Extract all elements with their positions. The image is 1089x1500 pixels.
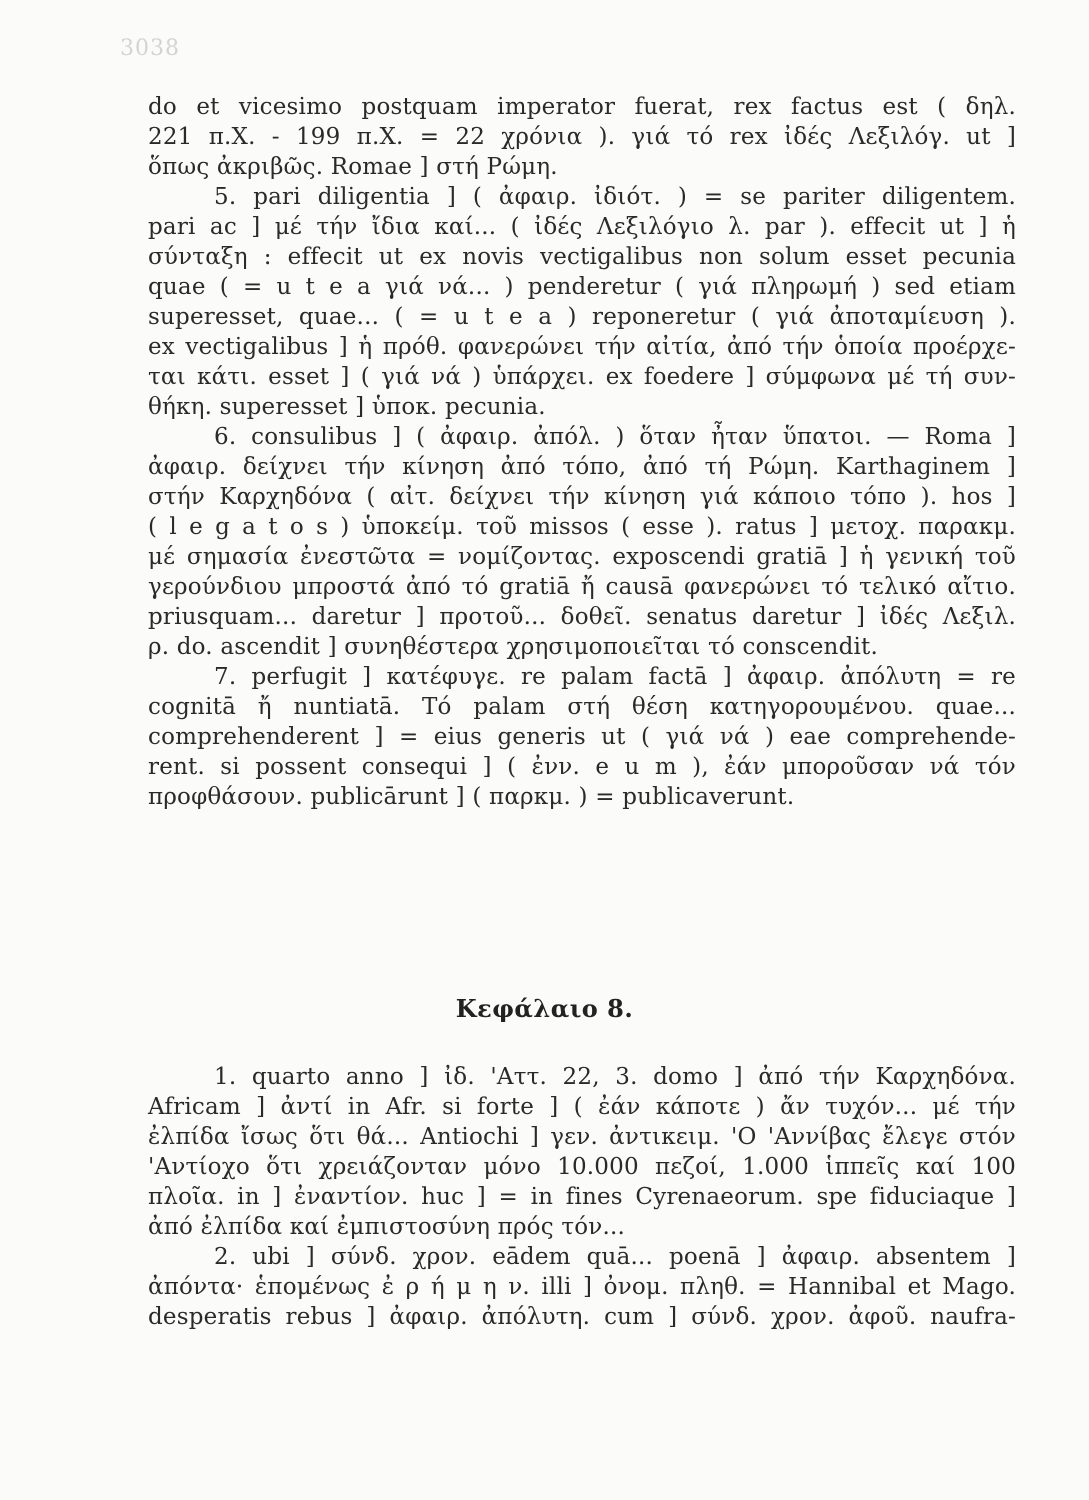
text-line: 221 π.Χ. - 199 π.Χ. = 22 χρόνια ). γιά τό rex ἰδές Λεξιλόγ. ut ] [148, 124, 1016, 150]
text-line: quae ( = u t e a γιά νά... ) penderetur ( γιά πληρωμή ) sed etiam [148, 274, 1016, 300]
text-line: desperatis rebus ] ἀφαιρ. ἀπόλυτη. cum ] σύνδ. χρον. ἀφοῦ. naufra- [148, 1304, 1016, 1330]
text-line: comprehenderent ] = eius generis ut ( γιά νά ) eae comprehende- [148, 724, 1016, 750]
text-line: προφθάσουν. publicārunt ] ( παρκμ. ) = publicaverunt. [148, 784, 795, 810]
text-line: 7. perfugit ] κατέφυγε. re palam factā ] ἀφαιρ. ἀπόλυτη = re [214, 664, 1016, 690]
text-line: στήν Καρχηδόνα ( αἰτ. δείχνει τήν κίνηση γιά κάποιο τόπο ). hos ] [148, 484, 1016, 510]
commentary-section-7 [148, 92, 1016, 812]
text-line: 2. ubi ] σύνδ. χρον. eādem quā... poenā ] ἀφαιρ. absentem ] [214, 1244, 1016, 1270]
text-line: θήκη. superesset ] ὑποκ. pecunia. [148, 394, 546, 420]
text-line: ἀπό ἐλπίδα καί ἐμπιστοσύνη πρός τόν... [148, 1214, 625, 1240]
text-line: 6. consulibus ] ( ἀφαιρ. ἀπόλ. ) ὅταν ἦταν ὕπατοι. — Roma ] [214, 424, 1016, 450]
text-line: ex vectigalibus ] ἡ πρόθ. φανερώνει τήν αἰτία, ἀπό τήν ὁποία προέρχε- [148, 334, 1016, 360]
text-line: ( l e g a t o s ) ὑποκείμ. τοῦ missos ( esse ). ratus ] μετοχ. παρακμ. [148, 514, 1016, 540]
text-line: Africam ] ἀντί in Afr. si forte ] ( ἐάν κάποτε ) ἄν τυχόν... μέ τήν [148, 1094, 1016, 1120]
text-line: 1. quarto anno ] ἰδ. 'Αττ. 22, 3. domo ] ἀπό τήν Καρχηδόνα. [214, 1064, 1016, 1090]
chapter-heading: Κεφάλαιο 8. [455, 994, 634, 1023]
text-line: ἀπόντα· ἑπομένως ἐ ρ ή μ η ν. illi ] ὀνομ. πληθ. = Hannibal et Mago. [148, 1274, 1016, 1300]
text-line: πλοῖα. in ] ἐναντίον. huc ] = in fines Cyrenaeorum. spe fiduciaque ] [148, 1184, 1016, 1210]
text-line: ὅπως ἀκριβῶς. Romae ] στή Ρώμη. [148, 154, 558, 180]
text-line: pari ac ] μέ τήν ἴδια καί... ( ἰδές Λεξιλόγιο λ. par ). effecit ut ] ἡ [148, 214, 1016, 240]
text-line: ἐλπίδα ἴσως ὅτι θά... Antiochi ] γεν. ἀντικειμ. 'Ο 'Αννίβας ἔλεγε στόν [148, 1124, 1016, 1150]
text-line: cognitā ἤ nuntiatā. Τό palam στή θέση κατηγορουμένου. quae... [148, 694, 1016, 720]
commentary-section-8 [148, 1062, 1016, 1332]
text-line: ρ. do. ascendit ] συνηθέστερα χρησιμοποιεῖται τό conscendit. [148, 634, 878, 660]
text-line: ται κάτι. esset ] ( γιά νά ) ὑπάρχει. ex foedere ] σύμφωνα μέ τή συν- [148, 364, 1016, 390]
text-line: ἀφαιρ. δείχνει τήν κίνηση ἀπό τόπο, ἀπό τή Ρώμη. Karthaginem ] [148, 454, 1016, 480]
text-line: rent. si possent consequi ] ( ἐνν. e u m ), ἐάν μποροῦσαν νά τόν [148, 754, 1016, 780]
text-line: γερούνδιου μπροστά ἀπό τό gratiā ἤ causā φανερώνει τό τελικό αἴτιο. [148, 574, 1016, 600]
text-line: do et vicesimo postquam imperator fuerat, rex factus est ( δηλ. [148, 94, 1016, 120]
text-line: σύνταξη : effecit ut ex novis vectigalibus non solum esset pecunia [148, 244, 1016, 270]
page-number: 3038 [120, 36, 180, 61]
text-line: superesset, quae... ( = u t e a ) reponeretur ( γιά ἀποταμίευση ). [148, 304, 1016, 330]
text-line: 5. pari diligentia ] ( ἀφαιρ. ἰδιότ. ) = se pariter diligentem. [214, 184, 1016, 210]
text-line: μέ σημασία ἐνεστῶτα = νομίζοντας. exposcendi gratiā ] ἡ γενική τοῦ [148, 544, 1016, 570]
text-line: 'Αντίοχο ὅτι χρειάζονταν μόνο 10.000 πεζοί, 1.000 ἱππεῖς καί 100 [148, 1154, 1016, 1180]
text-line: priusquam... daretur ] προτοῦ... δοθεῖ. senatus daretur ] ἰδές Λεξιλ. [148, 604, 1016, 630]
